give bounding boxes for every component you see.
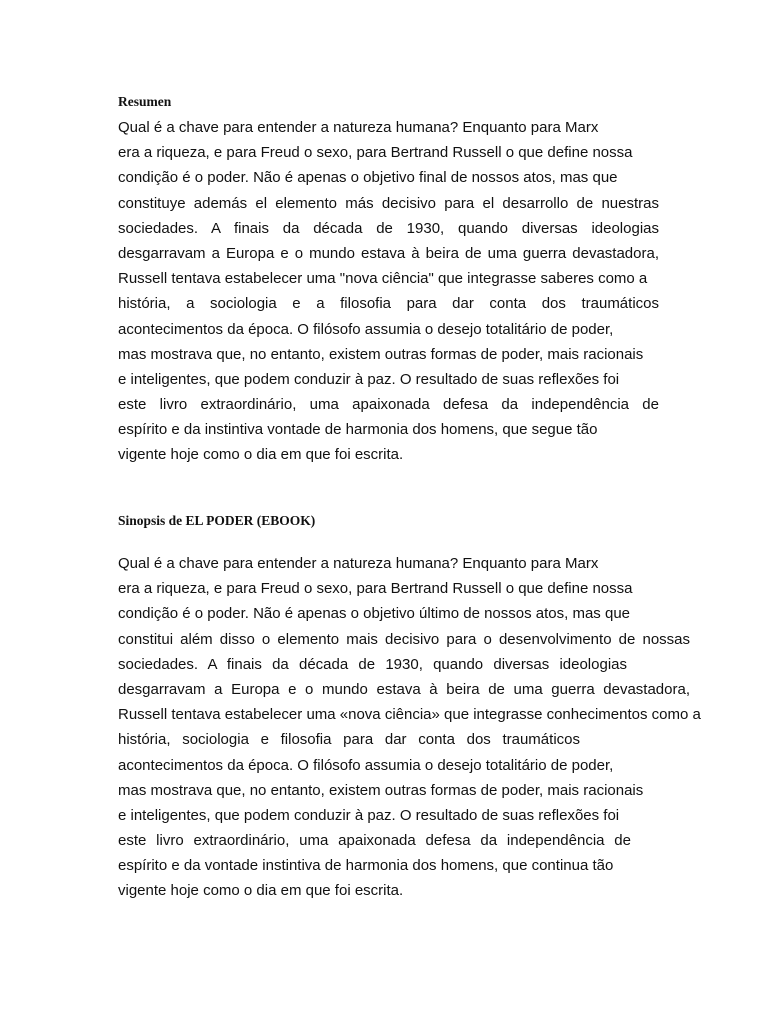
paragraph-line: Qual é a chave para entender a natureza humana? Enquanto para Marx — [118, 119, 599, 136]
paragraph-line: desgarravam a Europa e o mundo estava à beira de uma guerra devastadora, — [118, 680, 690, 698]
paragraph-line: condição é o poder. Não é apenas o objetivo último de nossos atos, mas que — [118, 605, 630, 623]
paragraph-line: condição é o poder. Não é apenas o objetivo final de nossos atos, mas que — [118, 169, 618, 187]
paragraph-line: constitui além disso o elemento mais decisivo para o desenvolvimento de nossas — [118, 630, 690, 648]
resumen-paragraph — [118, 115, 659, 468]
paragraph-line: sociedades. A finais da década de 1930, quando diversas ideologias — [118, 219, 659, 237]
paragraph-line: acontecimentos da época. O filósofo assumia o desejo totalitário de poder, — [118, 756, 614, 774]
paragraph-line: constituye además el elemento más decisivo para el desarrollo de nuestras — [118, 194, 659, 212]
paragraph-line: e inteligentes, que podem conduzir à paz. O resultado de suas reflexões foi — [118, 370, 620, 388]
paragraph-line: acontecimentos da época. O filósofo assumia o desejo totalitário de poder, — [118, 320, 614, 338]
paragraph-line: Russell tentava estabelecer uma «nova ciência» que integrasse conhecimentos como a — [118, 706, 701, 724]
paragraph-line: Qual é a chave para entender a natureza humana? Enquanto para Marx — [118, 555, 599, 572]
paragraph-line: este livro extraordinário, uma apaixonada defesa da independência de — [118, 396, 659, 414]
sinopsis-heading: Sinopsis de EL PODER (EBOOK) — [118, 513, 316, 528]
paragraph-line: era a riqueza, e para Freud o sexo, para Bertrand Russell o que define nossa — [118, 580, 633, 598]
paragraph-line: era a riqueza, e para Freud o sexo, para Bertrand Russell o que define nossa — [118, 144, 633, 162]
paragraph-line: sociedades. A finais da década de 1930, quando diversas ideologias — [118, 655, 627, 673]
paragraph-line: espírito e da vontade instintiva de harmonia dos homens, que continua tão — [118, 857, 614, 875]
paragraph-line: história, sociologia e filosofia para dar conta dos traumáticos — [118, 731, 580, 749]
paragraph-line: vigente hoje como o dia em que foi escrita. — [118, 446, 404, 464]
paragraph-line: história, a sociologia e a filosofia para dar conta dos traumáticos — [118, 295, 659, 313]
paragraph-line: desgarravam a Europa e o mundo estava à beira de uma guerra devastadora, — [118, 244, 659, 262]
paragraph-line: mas mostrava que, no entanto, existem outras formas de poder, mais racionais — [118, 345, 644, 363]
sinopsis-paragraph — [118, 551, 701, 904]
resumen-heading: Resumen — [118, 94, 172, 109]
paragraph-line: Russell tentava estabelecer uma "nova ciência" que integrasse saberes como a — [118, 270, 648, 288]
paragraph-line: espírito e da instintiva vontade de harmonia dos homens, que segue tão — [118, 421, 598, 439]
paragraph-line: este livro extraordinário, uma apaixonada defesa da independência de — [118, 832, 631, 850]
paragraph-line: mas mostrava que, no entanto, existem outras formas de poder, mais racionais — [118, 781, 644, 799]
paragraph-line: vigente hoje como o dia em que foi escrita. — [118, 882, 404, 900]
paragraph-line: e inteligentes, que podem conduzir à paz. O resultado de suas reflexões foi — [118, 806, 620, 824]
